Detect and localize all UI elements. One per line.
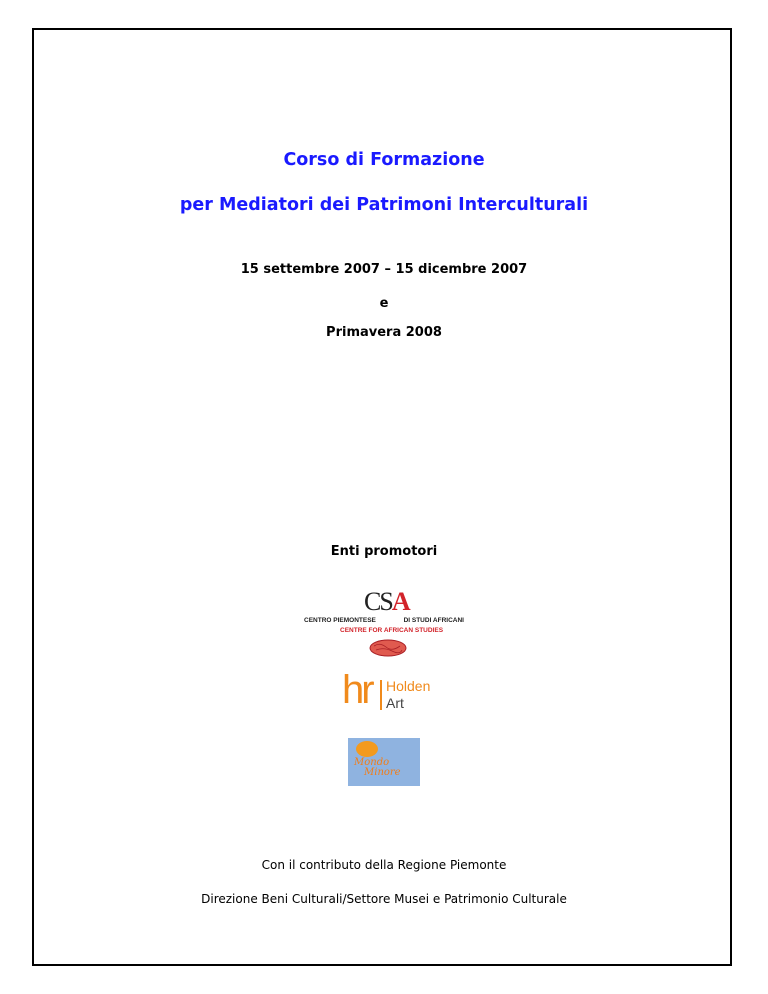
holden-art-word1: Holden bbox=[386, 678, 431, 694]
csa-logo-left-text: CENTRO PIEMONTESE bbox=[304, 617, 376, 624]
mondo-minore-text bbox=[354, 758, 401, 778]
csa-logo-letters bbox=[364, 588, 409, 616]
csa-logo-a: A bbox=[391, 587, 409, 616]
mondo-minore-line2: Minore bbox=[364, 767, 401, 778]
course-subtitle: per Mediatori dei Patrimoni Interculturali bbox=[179, 195, 589, 215]
mondo-minore-logo bbox=[348, 738, 420, 786]
promoters-heading: Enti promotori bbox=[330, 544, 438, 559]
mondo-minore-line1: Mondo bbox=[354, 757, 390, 768]
holden-art-word2: Art bbox=[386, 695, 404, 711]
csa-logo-english-text: CENTRE FOR AFRICAN STUDIES bbox=[340, 627, 444, 634]
dates-conjunction: e bbox=[379, 296, 389, 311]
footer-contribution: Con il contributo della Regione Piemonte bbox=[261, 858, 507, 872]
course-season: Primavera 2008 bbox=[326, 325, 442, 340]
csa-logo-cs: CS bbox=[364, 587, 392, 616]
course-title: Corso di Formazione bbox=[283, 150, 485, 170]
course-dates: 15 settembre 2007 – 15 dicembre 2007 bbox=[240, 262, 528, 277]
holden-art-divider bbox=[380, 680, 382, 710]
holden-art-mark: hr bbox=[342, 668, 372, 712]
csa-logo-right-text: DI STUDI AFRICANI bbox=[403, 617, 464, 624]
sun-icon bbox=[356, 741, 378, 757]
holden-art-logo bbox=[342, 668, 432, 712]
footer-department: Direzione Beni Culturali/Settore Musei e Patrimonio Culturale bbox=[201, 892, 567, 906]
csa-logo bbox=[304, 588, 464, 660]
africa-map-icon bbox=[368, 638, 408, 658]
